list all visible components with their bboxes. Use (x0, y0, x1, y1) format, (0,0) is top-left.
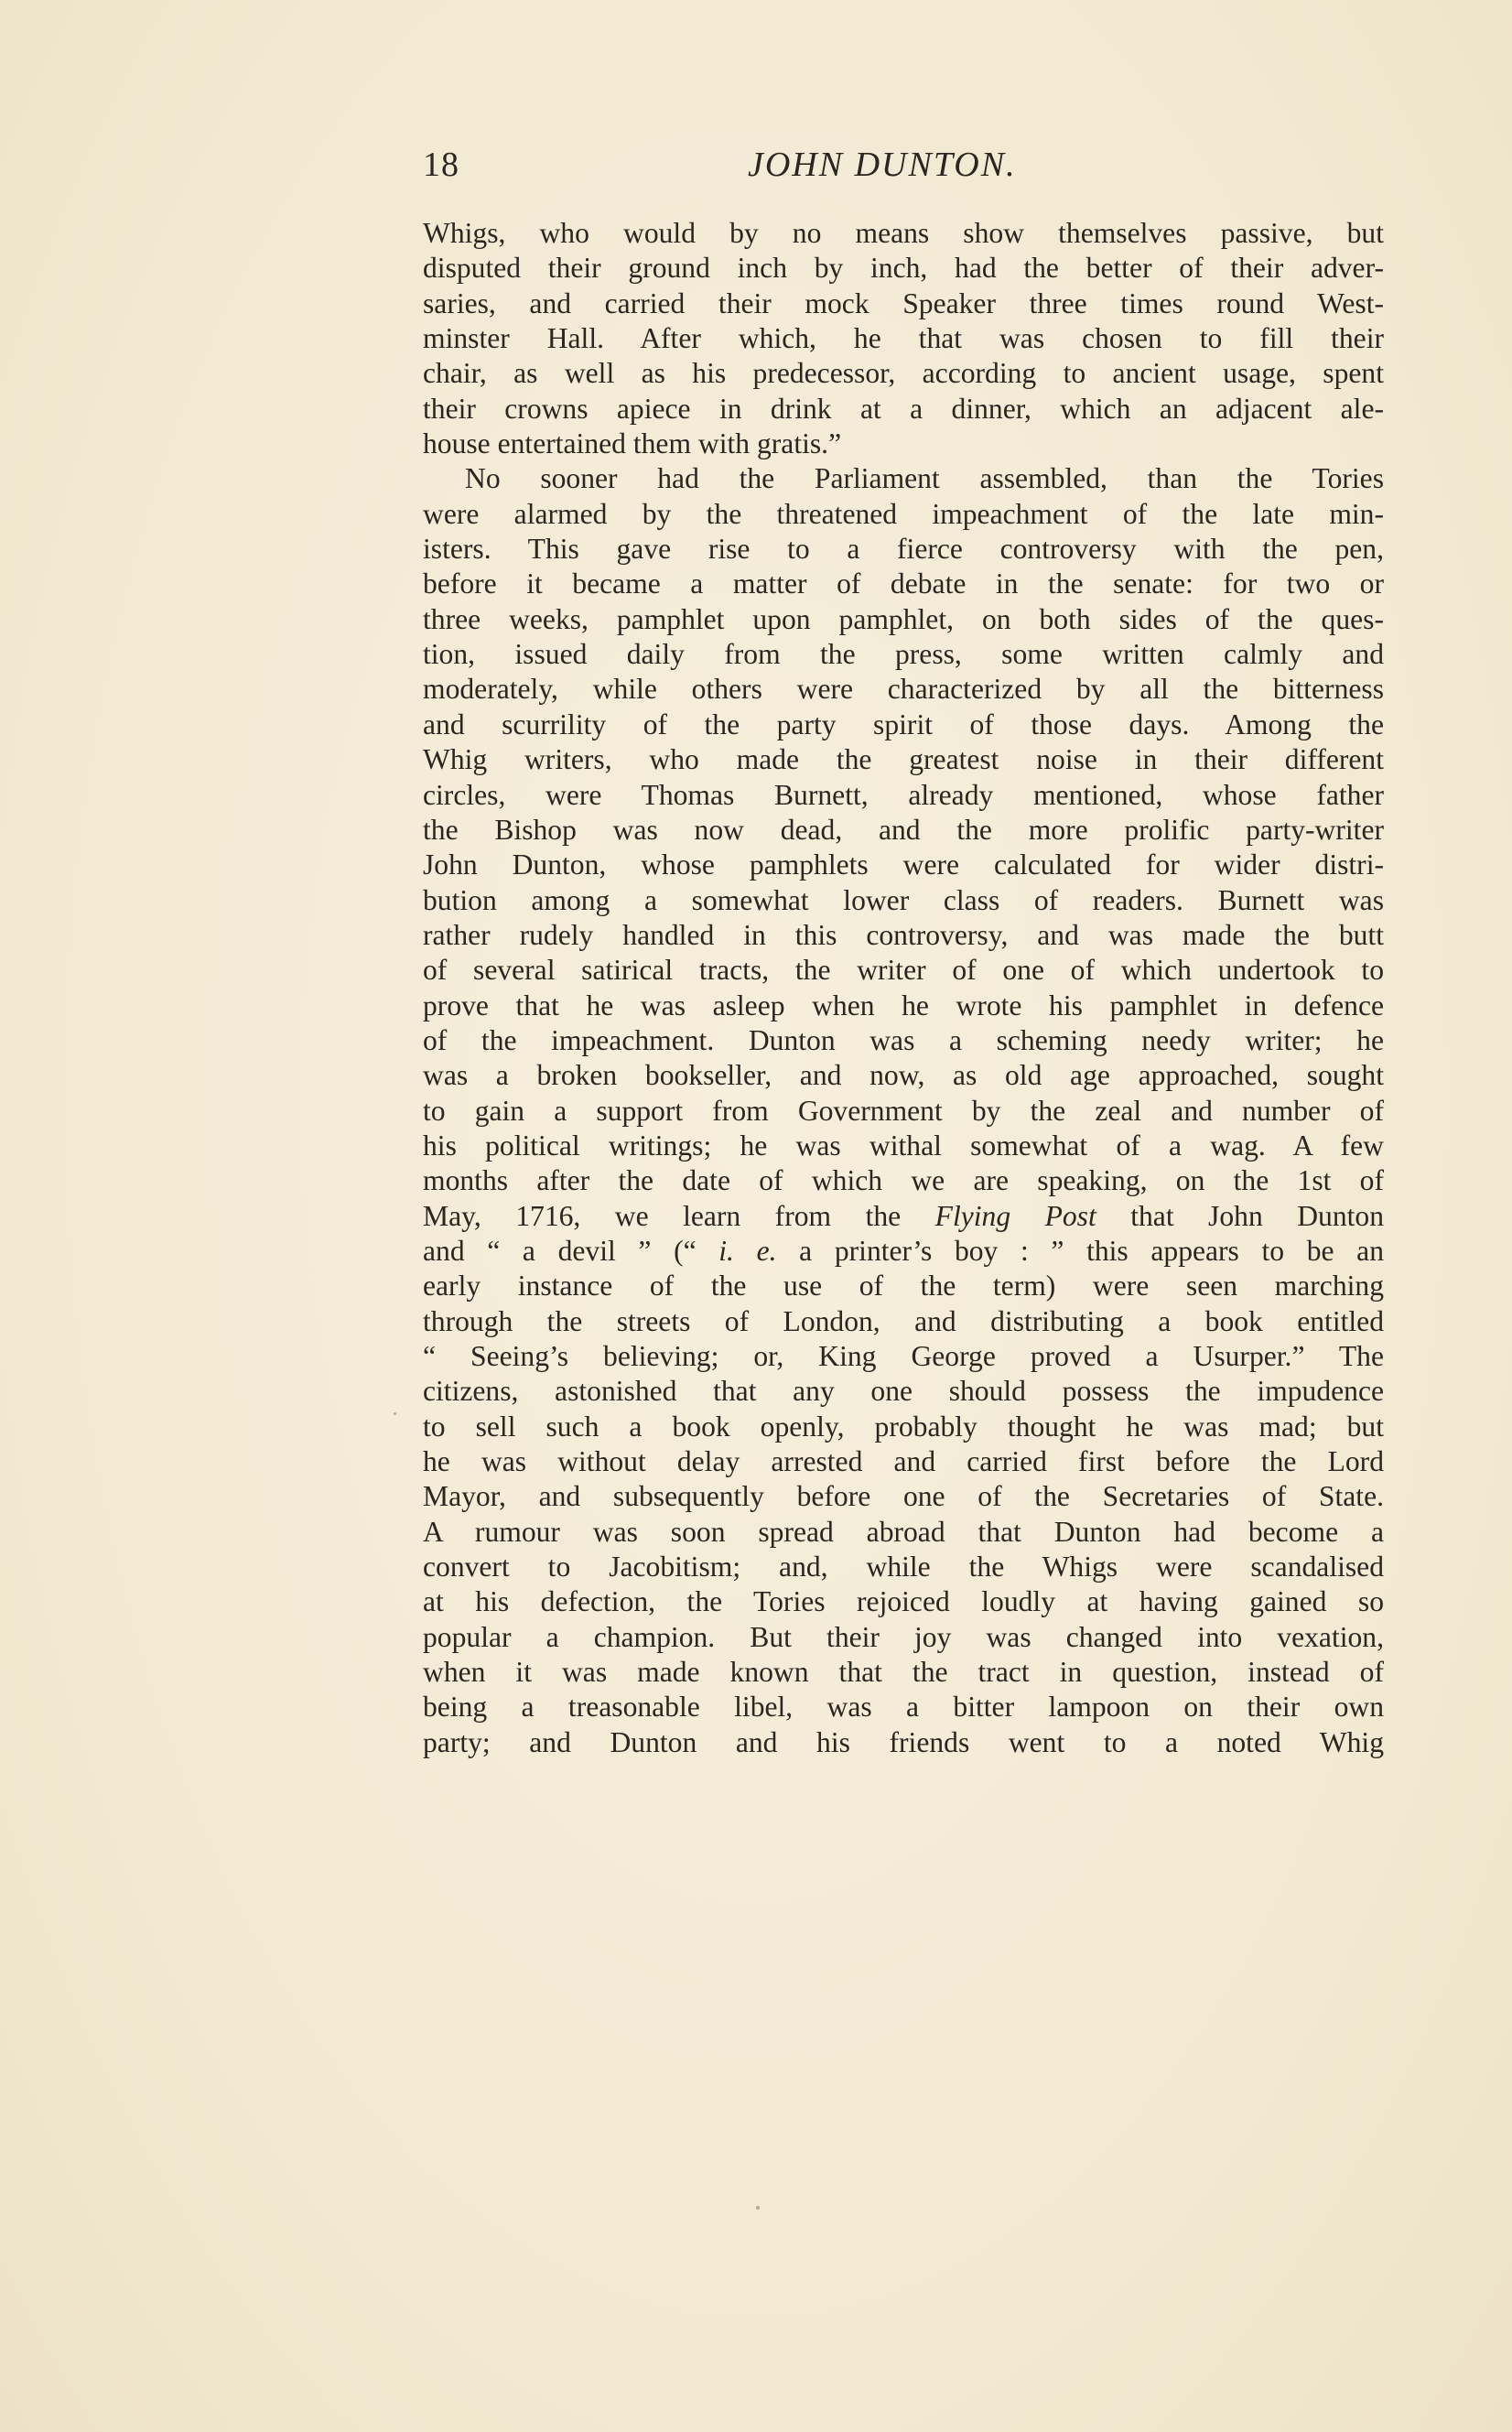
text-line: three weeks, pamphlet upon pamphlet, on both sides of the ques- (423, 602, 1384, 635)
text-line: John Dunton, whose pamphlets were calculated for wider distri- (423, 848, 1384, 881)
text-line: months after the date of which we are speaking, on the 1st of (423, 1164, 1384, 1197)
newspaper-title: Flying Post (934, 1199, 1096, 1232)
text-line: Whigs, who would by no means show themselves passive, but (423, 217, 1384, 249)
text-line: to gain a support from Government by the zeal and number of (423, 1094, 1384, 1127)
text-line: of the impeachment. Dunton was a scheming needy writer; he (423, 1023, 1384, 1056)
text-line: and scurrility of the party spirit of those days. Among the (423, 708, 1384, 740)
text-line: citizens, astonished that any one should possess the impudence (423, 1375, 1384, 1408)
text-line: No sooner had the Parliament assembled, than the Tories (465, 462, 1384, 495)
text-line: A rumour was soon spread abroad that Dunton had become a (423, 1515, 1384, 1548)
text-line: he was without delay arrested and carried first before the Lord (423, 1445, 1384, 1478)
text-line: circles, were Thomas Burnett, already mentioned, whose father (423, 778, 1384, 811)
text-line: isters. This gave rise to a fierce controversy with the pen, (423, 533, 1384, 566)
text-line: “ Seeing’s believing; or, King George proved a Usurper.” The (423, 1340, 1384, 1372)
page-number: 18 (423, 146, 459, 184)
abbreviation: i. e. (718, 1234, 777, 1267)
text-line: rather rudely handled in this controversy, and was made the butt (423, 918, 1384, 951)
text-line: chair, as well as his predecessor, according to ancient usage, spent (423, 357, 1384, 390)
text-line: and “ a devil ” (“ i. e. a printer’s boy : ” this appears to be an (423, 1234, 1385, 1267)
text-line: saries, and carried their mock Speaker three times round West- (423, 286, 1384, 319)
text-line: party; and Dunton and his friends went to a noted Whig (423, 1725, 1384, 1758)
text-line: minster Hall. After which, he that was chosen to fill their (423, 322, 1384, 355)
text-line: popular a champion. But their joy was changed into vexation, (423, 1620, 1384, 1653)
text-line: convert to Jacobitism; and, while the Whigs were scandalised (423, 1551, 1384, 1584)
text-line: when it was made known that the tract in question, instead of (423, 1656, 1384, 1689)
text-line: disputed their ground inch by inch, had the better of their adver- (423, 252, 1384, 285)
text-line: being a treasonable libel, was a bitter lampoon on their own (423, 1691, 1384, 1724)
text-line: prove that he was asleep when he wrote his pamphlet in defence (423, 989, 1384, 1021)
running-head: JOHN DUNTON. (748, 146, 1017, 184)
text-line: through the streets of London, and distributing a book entitled (423, 1304, 1384, 1337)
text-line: tion, issued daily from the press, some written calmly and (423, 638, 1384, 671)
body-text (423, 216, 1384, 1760)
text-line: May, 1716, we learn from the Flying Post that John Dunton (423, 1199, 1384, 1232)
text-line: before it became a matter of debate in the senate: for two or (423, 567, 1384, 600)
text-line: house entertained them with gratis.” (423, 427, 842, 460)
text-line: Mayor, and subsequently before one of the Secretaries of State. (423, 1480, 1384, 1513)
text-line: moderately, while others were characterized by all the bitterness (423, 673, 1384, 706)
text-line: at his defection, the Tories rejoiced loudly at having gained so (423, 1585, 1384, 1618)
paper-speck (394, 1412, 396, 1415)
text-line: of several satirical tracts, the writer of one of which undertook to (423, 954, 1384, 987)
text-line: to sell such a book openly, probably thought he was mad; but (423, 1410, 1384, 1443)
text-line: was a broken bookseller, and now, as old age approached, sought (423, 1059, 1384, 1092)
text-line: his political writings; he was withal somewhat of a wag. A few (423, 1129, 1384, 1162)
text-line: Whig writers, who made the greatest noise in their different (423, 743, 1384, 776)
text-line: early instance of the use of the term) were seen marching (423, 1270, 1384, 1302)
page-header (423, 145, 1384, 200)
text-line: their crowns apiece in drink at a dinner, which an adjacent ale- (423, 392, 1384, 425)
paper-speck (756, 2206, 760, 2210)
text-line: bution among a somewhat lower class of readers. Burnett was (423, 883, 1384, 916)
text-line: the Bishop was now dead, and the more prolific party-writer (423, 813, 1384, 846)
text-line: were alarmed by the threatened impeachment of the late min- (423, 497, 1384, 530)
